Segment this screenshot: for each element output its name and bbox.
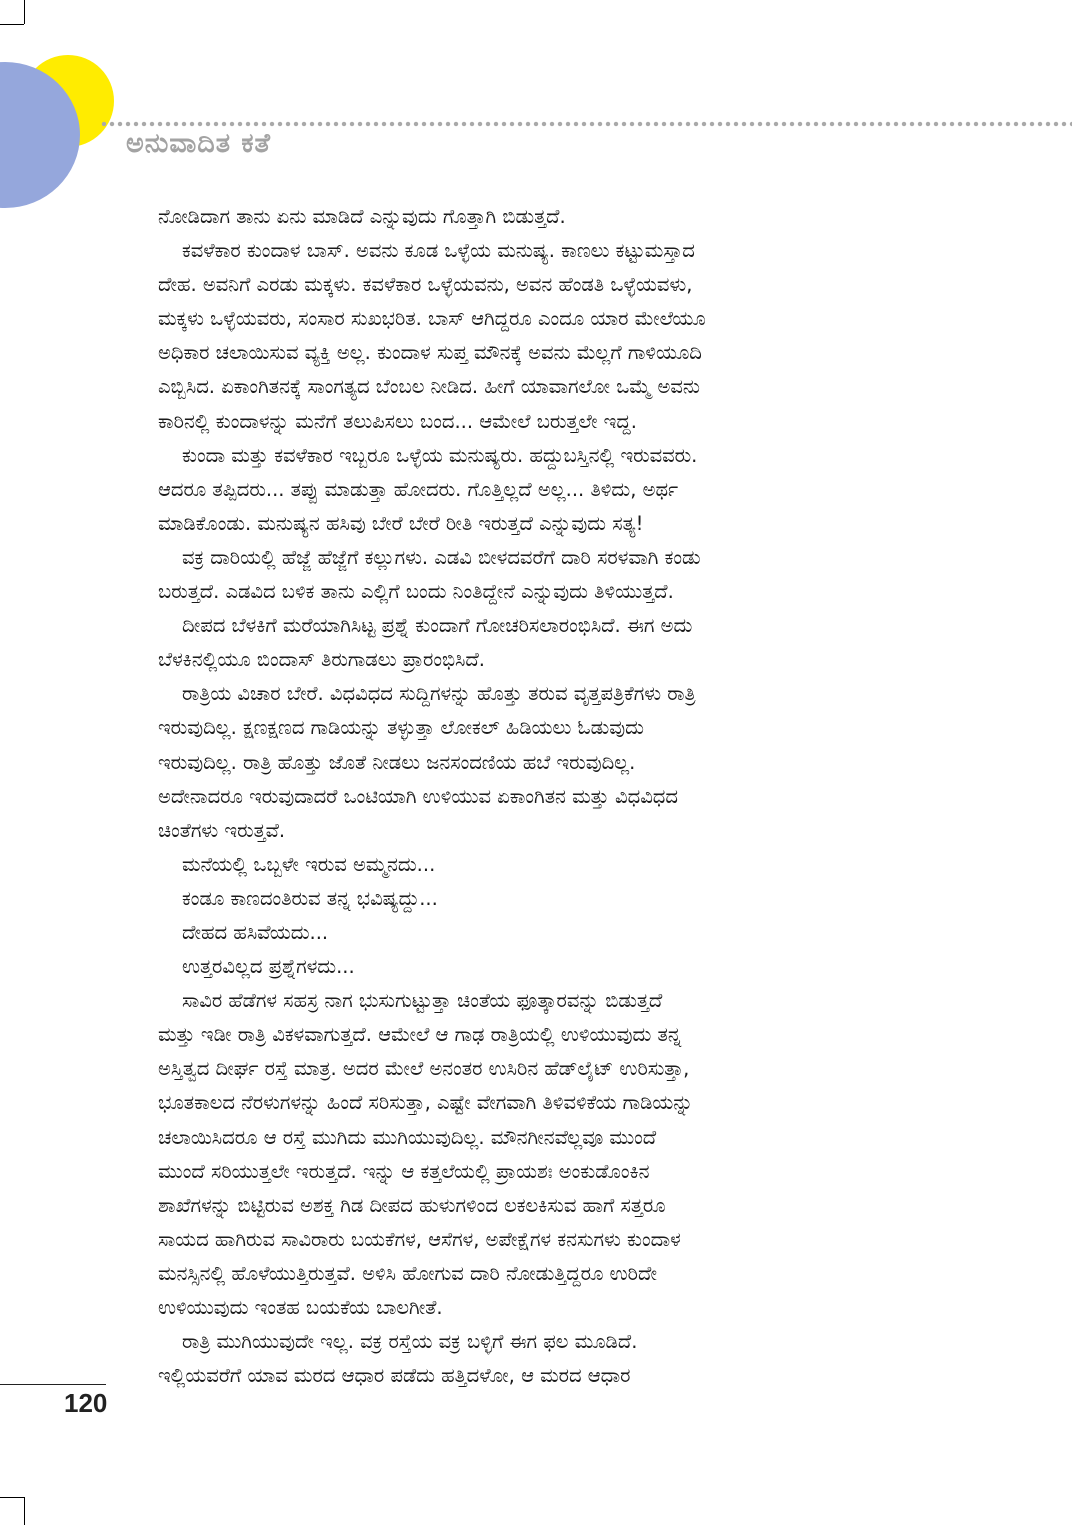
text-line: ಚಲಾಯಿಸಿದರೂ ಆ ರಸ್ತೆ ಮುಗಿದು ಮುಗಿಯುವುದಿಲ್ಲ. ಮೌನಗೀನವೆಲ್ಲವೂ ಮುಂದೆ <box>158 1125 657 1149</box>
text-line: ಕುಂದಾ ಮತ್ತು ಕವಳೆಕಾರ ಇಬ್ಬರೂ ಒಳ್ಳೆಯ ಮನುಷ್ಯರು. ಹದ್ದುಬಸ್ತಿನಲ್ಲಿ ಇರುವವರು. <box>182 443 698 467</box>
text-line: ಅಸ್ತಿತ್ವದ ದೀರ್ಘ ರಸ್ತೆ ಮಾತ್ರ. ಅದರ ಮೇಲೆ ಅನಂತರ ಉಸಿರಿನ ಹೆಡ್‌ಲೈಟ್ ಉರಿಸುತ್ತಾ, <box>158 1057 690 1081</box>
text-line: ಇಲ್ಲಿಯವರೆಗೆ ಯಾವ ಮರದ ಆಧಾರ ಪಡೆದು ಹತ್ತಿದಳೋ, ಆ ಮರದ ಆಧಾರ <box>158 1364 631 1388</box>
text-line: ಚಿಂತೆಗಳು ಇರುತ್ತವೆ. <box>158 818 286 842</box>
text-line: ಸಾವಿರ ಹೆಡೆಗಳ ಸಹಸ್ರ ನಾಗ ಭುಸುಗುಟ್ಟುತ್ತಾ ಚಿಂತೆಯ ಫೂತ್ಕಾರವನ್ನು ಬಿಡುತ್ತದೆ <box>182 989 663 1013</box>
crop-mark-top-vertical <box>24 0 25 24</box>
text-line: ಕಂಡೂ ಕಾಣದಂತಿರುವ ತನ್ನ ಭವಿಷ್ಯದ್ದು... <box>182 886 438 910</box>
text-line: ಭೂತಕಾಲದ ನೆರಳುಗಳನ್ನು ಹಿಂದೆ ಸರಿಸುತ್ತಾ, ಎಷ್ಟೇ ವೇಗವಾಗಿ ತಿಳಿವಳಿಕೆಯ ಗಾಡಿಯನ್ನು <box>158 1091 693 1115</box>
text-line: ಶಾಖೆಗಳನ್ನು ಬಿಟ್ಟಿರುವ ಅಶಕ್ತ ಗಿಡ ದೀಪದ ಹುಳುಗಳಿಂದ ಲಕಲಕಿಸುವ ಹಾಗೆ ಸತ್ತರೂ <box>158 1193 666 1217</box>
text-line: ಮತ್ತು ಇಡೀ ರಾತ್ರಿ ವಿಕಳವಾಗುತ್ತದೆ. ಆಮೇಲೆ ಆ ಗಾಢ ರಾತ್ರಿಯಲ್ಲಿ ಉಳಿಯುವುದು ತನ್ನ <box>158 1023 682 1047</box>
text-line: ಮಾಡಿಕೊಂಡು. ಮನುಷ್ಯನ ಹಸಿವು ಬೇರೆ ಬೇರೆ ರೀತಿ ಇರುತ್ತದೆ ಎನ್ನುವುದು ಸತ್ಯ! <box>158 511 644 535</box>
text-line: ಮಕ್ಕಳು ಒಳ್ಳೆಯವರು, ಸಂಸಾರ ಸುಖಭರಿತ. ಬಾಸ್ ಆಗಿದ್ದರೂ ಎಂದೂ ಯಾರ ಮೇಲೆಯೂ <box>158 307 706 331</box>
text-line: ಬೆಳಕಿನಲ್ಲಿಯೂ ಬಿಂದಾಸ್ ತಿರುಗಾಡಲು ಪ್ರಾರಂಭಿಸಿದೆ. <box>158 648 485 672</box>
text-line: ರಾತ್ರಿಯ ವಿಚಾರ ಬೇರೆ. ವಿಧವಿಧದ ಸುದ್ದಿಗಳನ್ನು ಹೊತ್ತು ತರುವ ವೃತ್ತಪತ್ರಿಕೆಗಳು ರಾತ್ರಿ <box>182 682 696 706</box>
text-line: ನೋಡಿದಾಗ ತಾನು ಏನು ಮಾಡಿದೆ ಎನ್ನುವುದು ಗೊತ್ತಾಗಿ ಬಿಡುತ್ತದೆ. <box>158 205 566 228</box>
text-line: ದೀಪದ ಬೆಳಕಿಗೆ ಮರೆಯಾಗಿಸಿಟ್ಟ ಪ್ರಶ್ನೆ ಕುಂದಾಗೆ ಗೋಚರಿಸಲಾರಂಭಿಸಿದೆ. ಈಗ ಅದು <box>182 614 693 638</box>
text-line: ಆದರೂ ತಪ್ಪಿದರು... ತಪ್ಪು ಮಾಡುತ್ತಾ ಹೋದರು. ಗೊತ್ತಿಲ್ಲದೆ ಅಲ್ಲ... ತಿಳಿದು, ಅರ್ಥ <box>158 477 679 501</box>
text-line: ವಕ್ರ ದಾರಿಯಲ್ಲಿ ಹೆಜ್ಜೆ ಹೆಜ್ಜೆಗೆ ಕಲ್ಲುಗಳು. ಎಡವಿ ಬೀಳದವರೆಗೆ ದಾರಿ ಸರಳವಾಗಿ ಕಂಡು <box>182 545 701 569</box>
text-line: ಬರುತ್ತದೆ. ಎಡವಿದ ಬಳಿಕ ತಾನು ಎಲ್ಲಿಗೆ ಬಂದು ನಿಂತಿದ್ದೇನೆ ಎನ್ನುವುದು ತಿಳಿಯುತ್ತದೆ. <box>158 580 674 604</box>
text-line: ಮನೆಯಲ್ಲಿ ಒಬ್ಬಳೇ ಇರುವ ಅಮ್ಮನದು... <box>182 852 436 876</box>
text-line: ಕವಳೆಕಾರ ಕುಂದಾಳ ಬಾಸ್. ಅವನು ಕೂಡ ಒಳ್ಳೆಯ ಮನುಷ್ಯ. ಕಾಣಲು ಕಟ್ಟುಮಸ್ತಾದ <box>182 239 695 263</box>
text-line: ರಾತ್ರಿ ಮುಗಿಯುವುದೇ ಇಲ್ಲ. ವಕ್ರ ರಸ್ತೆಯ ವಕ್ರ ಬಳ್ಳಿಗೆ ಈಗ ಫಲ ಮೂಡಿದೆ. <box>182 1330 638 1354</box>
text-line: ಅಧಿಕಾರ ಚಲಾಯಿಸುವ ವ್ಯಕ್ತಿ ಅಲ್ಲ. ಕುಂದಾಳ ಸುಪ್ತ ಮೌನಕ್ಕೆ ಅವನು ಮೆಲ್ಲಗೆ ಗಾಳಿಯೂದಿ <box>158 341 702 365</box>
text-line: ಕಾರಿನಲ್ಲಿ ಕುಂದಾಳನ್ನು ಮನೆಗೆ ತಲುಪಿಸಲು ಬಂದ... ಆಮೇಲೆ ಬರುತ್ತಲೇ ಇದ್ದ. <box>158 409 637 433</box>
text-line: ಉತ್ತರವಿಲ್ಲದ ಪ್ರಶ್ನೆಗಳದು... <box>182 955 355 979</box>
crop-mark-bottom-vertical <box>24 1497 25 1525</box>
text-line: ಇರುವುದಿಲ್ಲ. ರಾತ್ರಿ ಹೊತ್ತು ಜೊತೆ ನೀಡಲು ಜನಸಂದಣಿಯ ಹಬೆ ಇರುವುದಿಲ್ಲ. <box>158 750 636 774</box>
footer-rule <box>0 1384 106 1385</box>
page-number: 120 <box>64 1388 108 1418</box>
section-title: ಅನುವಾದಿತ ಕತೆ <box>126 128 271 159</box>
crop-mark-top-horizontal <box>0 24 24 25</box>
crop-mark-bottom-horizontal <box>0 1497 24 1498</box>
text-line: ದೇಹದ ಹಸಿವೆಯದು... <box>182 920 329 944</box>
text-line: ದೇಹ. ಅವನಿಗೆ ಎರಡು ಮಕ್ಕಳು. ಕವಳೆಕಾರ ಒಳ್ಳೆಯವನು, ಅವನ ಹೆಂಡತಿ ಒಳ್ಳೆಯವಳು, <box>158 273 693 297</box>
body-text <box>158 200 918 1393</box>
text-line: ಇರುವುದಿಲ್ಲ. ಕ್ಷಣಕ್ಷಣದ ಗಾಡಿಯನ್ನು ತಳ್ಳುತ್ತಾ ಲೋಕಲ್ ಹಿಡಿಯಲು ಓಡುವುದು <box>158 716 644 740</box>
text-line: ಸಾಯದ ಹಾಗಿರುವ ಸಾವಿರಾರು ಬಯಕೆಗಳ, ಆಸೆಗಳ, ಅಪೇಕ್ಷೆಗಳ ಕನಸುಗಳು ಕುಂದಾಳ <box>158 1227 681 1251</box>
text-line: ಅದೇನಾದರೂ ಇರುವುದಾದರೆ ಒಂಟಿಯಾಗಿ ಉಳಿಯುವ ಏಕಾಂಗಿತನ ಮತ್ತು ವಿಧವಿಧದ <box>158 784 678 808</box>
text-line: ಮನಸ್ಸಿನಲ್ಲಿ ಹೊಳೆಯುತ್ತಿರುತ್ತವೆ. ಅಳಿಸಿ ಹೋಗುವ ದಾರಿ ನೋಡುತ್ತಿದ್ದರೂ ಉರಿದೇ <box>158 1261 657 1285</box>
text-line: ಉಳಿಯುವುದು ಇಂತಹ ಬಯಕೆಯ ಬಾಲಗೀತೆ. <box>158 1296 443 1319</box>
text-line: ಎಬ್ಬಿಸಿದ. ಏಕಾಂಗಿತನಕ್ಕೆ ಸಾಂಗತ್ಯದ ಬೆಂಬಲ ನೀಡಿದ. ಹೀಗೆ ಯಾವಾಗಲೋ ಒಮ್ಮೆ ಅವನು <box>158 375 700 399</box>
dotted-rule <box>100 121 1072 127</box>
text-line: ಮುಂದೆ ಸರಿಯುತ್ತಲೇ ಇರುತ್ತದೆ. ಇನ್ನು ಆ ಕತ್ತಲೆಯಲ್ಲಿ ಪ್ರಾಯಶಃ ಅಂಕುಡೊಂಕಿನ <box>158 1159 650 1183</box>
